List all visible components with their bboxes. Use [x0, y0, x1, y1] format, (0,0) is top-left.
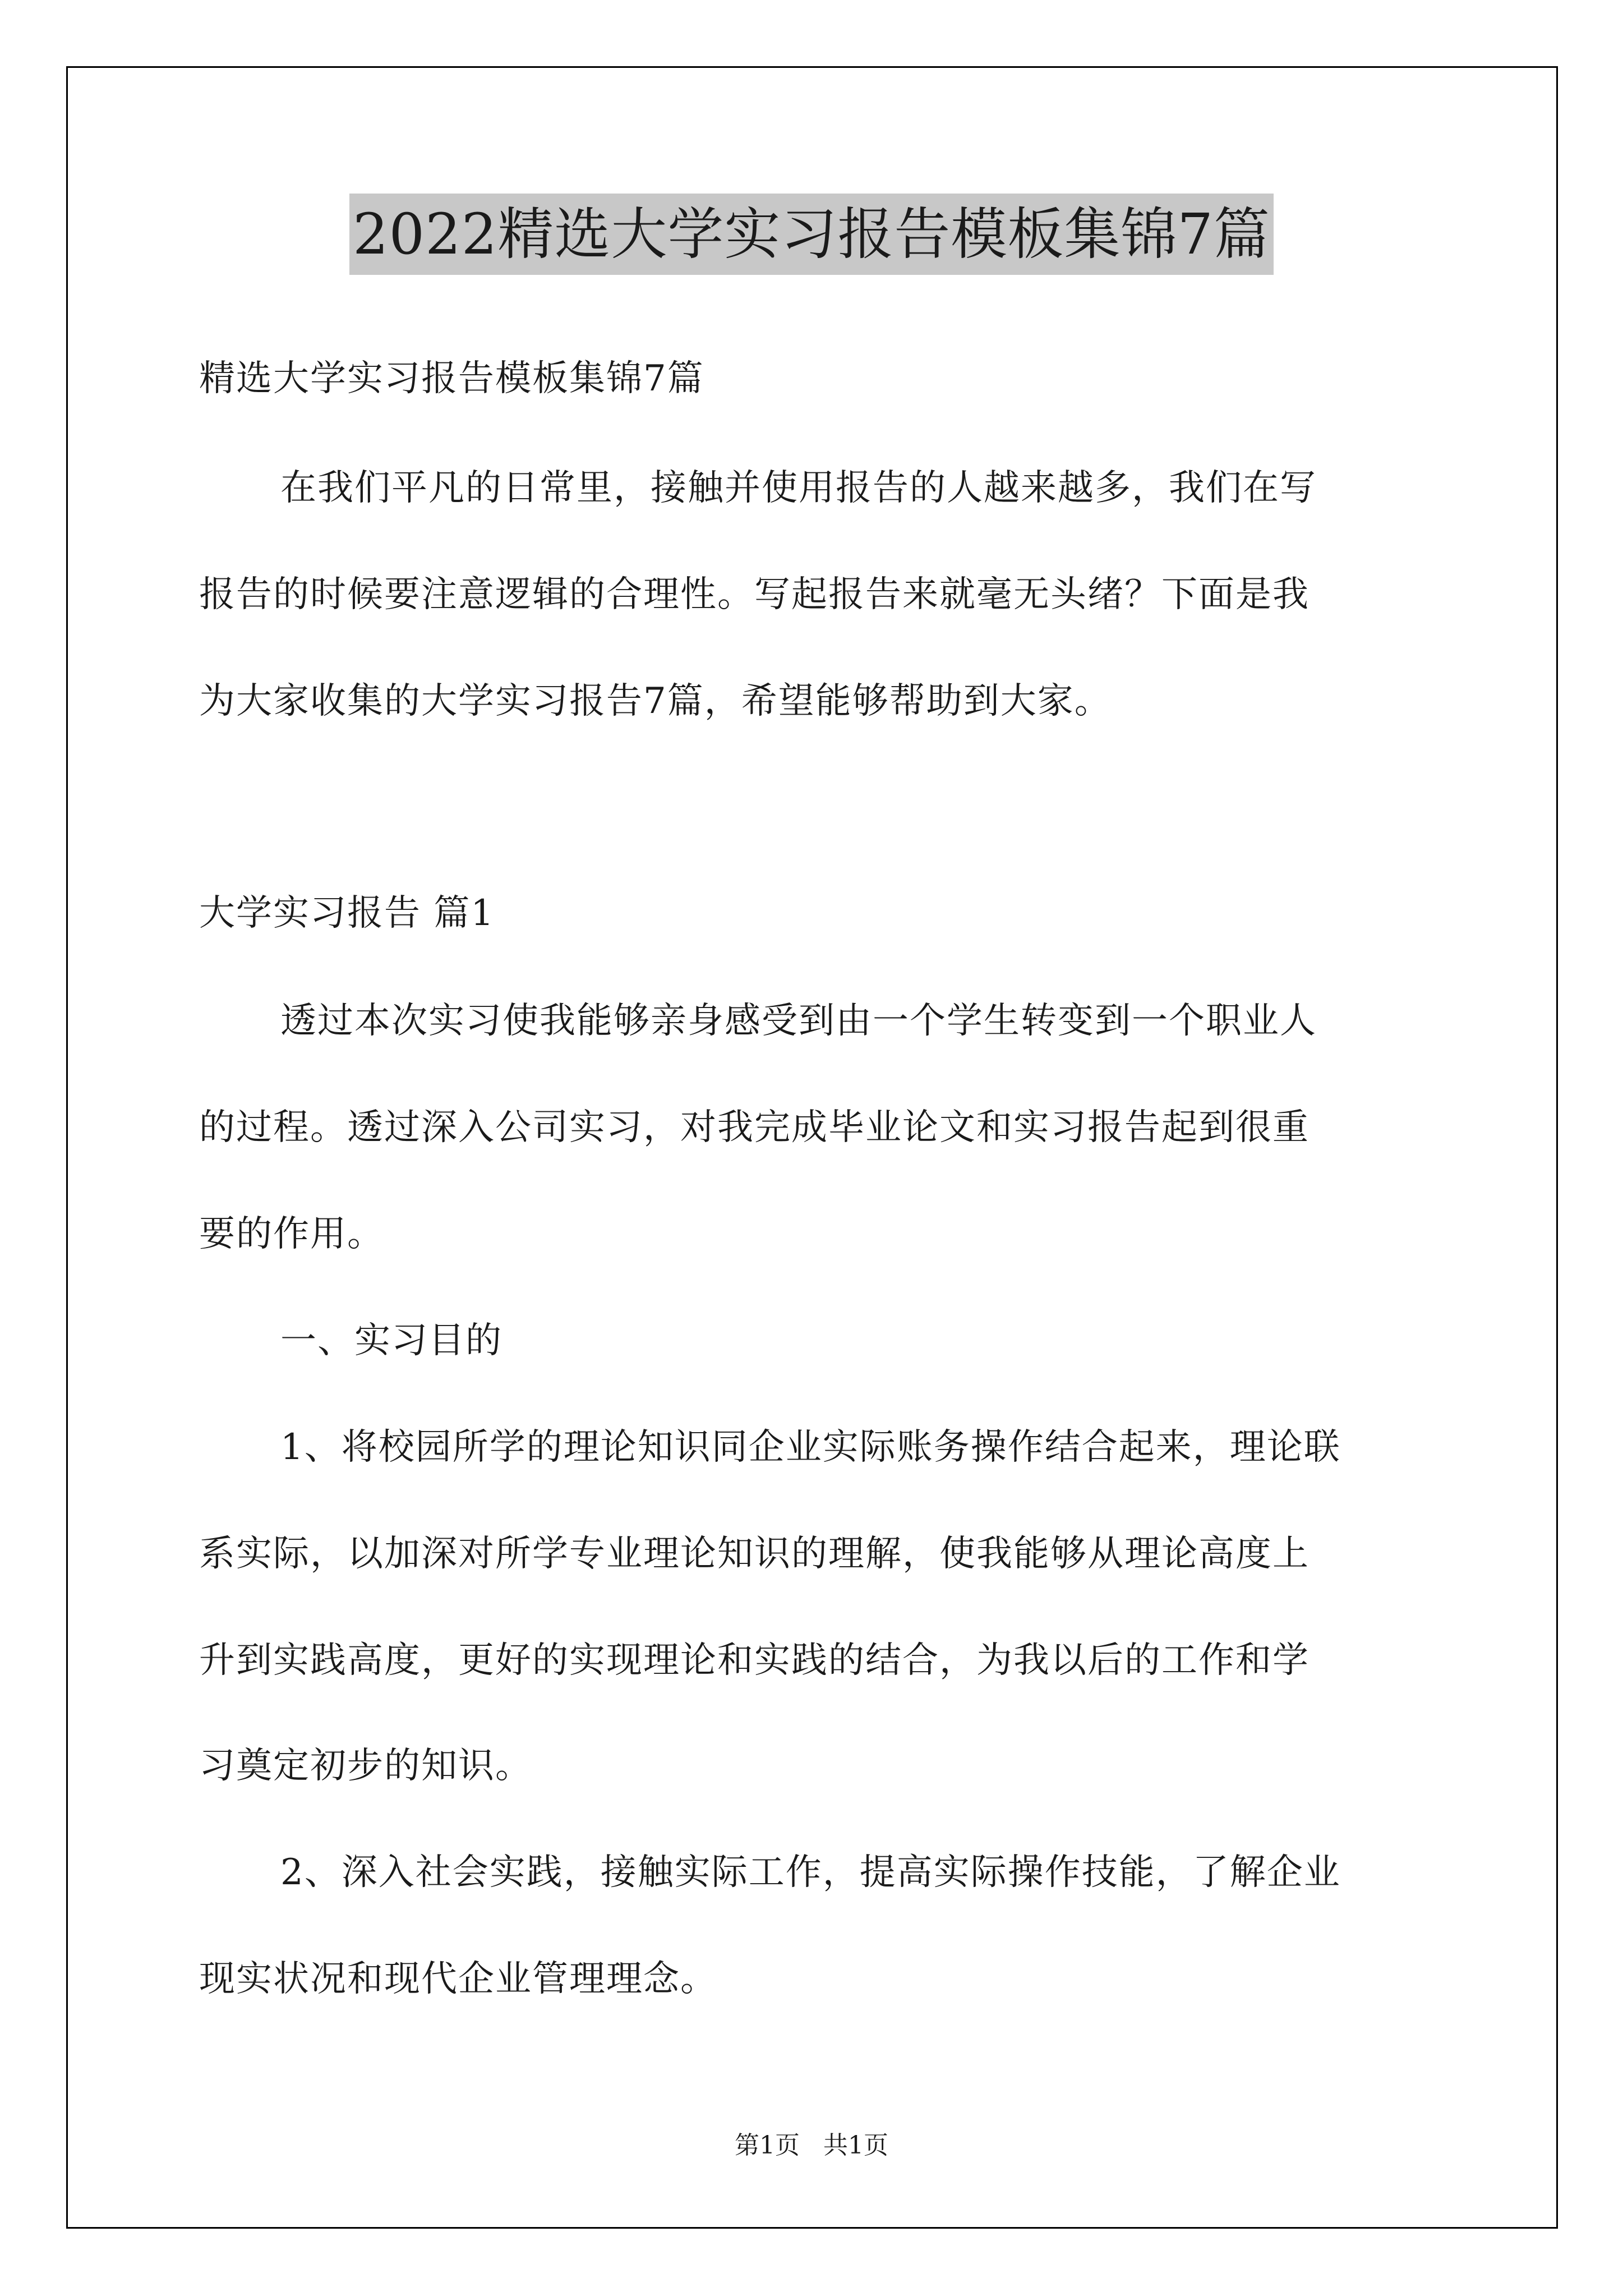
document-title: 2022精选大学实习报告模板集锦7篇 [349, 194, 1274, 275]
paragraph-line: 在我们平凡的日常里，接触并使用报告的人越来越多，我们在写 [280, 467, 1317, 509]
paragraph-line: 透过本次实习使我能够亲身感受到由一个学生转变到一个职业人 [280, 1000, 1317, 1042]
paragraph-line: 要的作用。 [199, 1213, 384, 1255]
paragraph-line: 现实状况和现代企业管理理念。 [199, 1958, 717, 2000]
paragraph-line: 报告的时候要注意逻辑的合理性。写起报告来就毫无头绪？下面是我 [199, 574, 1310, 615]
paragraph-line: 系实际，以加深对所学专业理论知识的理解，使我能够从理论高度上 [199, 1533, 1310, 1575]
page-footer: 第1页 共1页 [735, 2131, 888, 2160]
title-container [0, 194, 1623, 275]
paragraph-line: 升到实践高度，更好的实现理论和实践的结合，为我以后的工作和学 [199, 1640, 1310, 1681]
section-heading: 大学实习报告 篇1 [199, 892, 495, 934]
paragraph-line: 习奠定初步的知识。 [199, 1745, 532, 1787]
paragraph-line: 2、深入社会实践，接触实际工作，提高实际操作技能，了解企业 [280, 1852, 1341, 1893]
paragraph-line: 的过程。透过深入公司实习，对我完成毕业论文和实习报告起到很重 [199, 1107, 1310, 1148]
document-subtitle: 精选大学实习报告模板集锦7篇 [199, 358, 704, 399]
paragraph-line: 为大家收集的大学实习报告7篇，希望能够帮助到大家。 [199, 680, 1112, 722]
paragraph-line: 1、将校园所学的理论知识同企业实际账务操作结合起来，理论联 [280, 1427, 1341, 1468]
subsection-heading: 一、实习目的 [280, 1320, 502, 1361]
